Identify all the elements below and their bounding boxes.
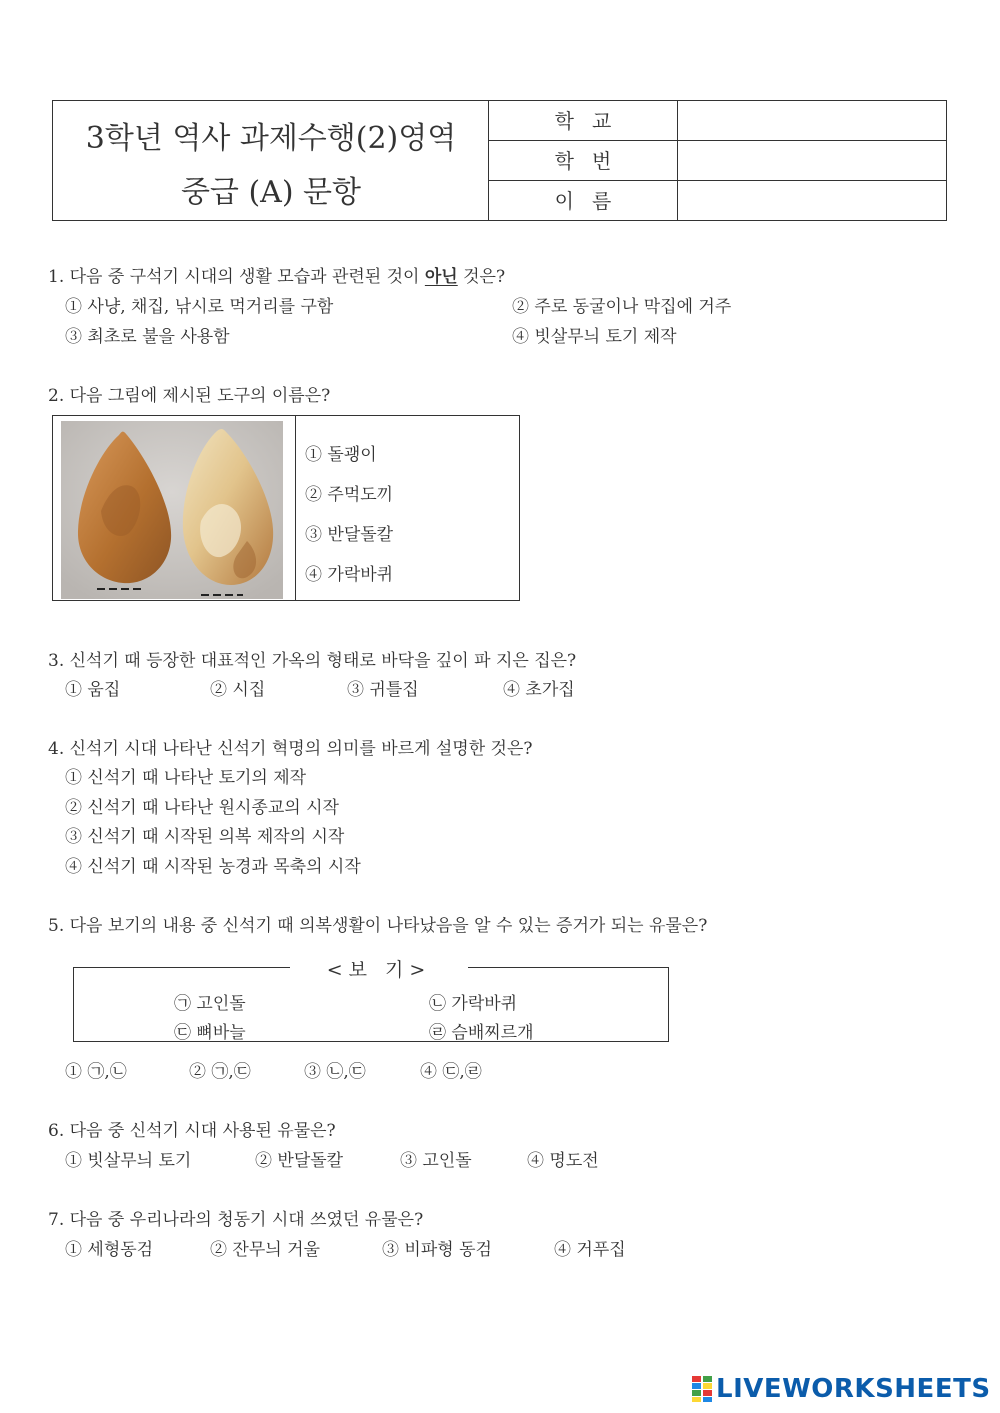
student-number-label: 학번 [489,141,678,181]
question-7: 7. 다음 중 우리나라의 청동기 시대 쓰였던 유물은? [48,1210,424,1230]
q6-option-1[interactable]: ① 빗살무늬 토기 [65,1151,192,1171]
bogi-item-4: ㉣ 슴배찌르개 [429,1023,534,1043]
q2-answer-box [52,415,520,601]
question-6: 6. 다음 중 신석기 시대 사용된 유물은? [48,1121,336,1141]
title-cell [53,101,489,220]
q5-option-4[interactable]: ④ ㉢,㉣ [420,1062,482,1082]
q3-option-1[interactable]: ① 움집 [65,680,121,700]
q1-option-2[interactable]: ② 주로 동굴이나 막집에 거주 [512,297,732,317]
school-field[interactable] [678,101,946,141]
question-1-suffix: 것은? [457,267,506,287]
name-field[interactable] [678,181,946,221]
bogi-item-1: ㉠ 고인돌 [174,994,246,1014]
q1-option-4[interactable]: ④ 빗살무늬 토기 제작 [512,327,677,347]
q2-option-4[interactable]: ④ 가락바퀴 [305,565,394,585]
q1-option-1[interactable]: ① 사냥, 채집, 낚시로 먹거리를 구함 [65,297,334,317]
q5-option-2[interactable]: ② ㉠,㉢ [189,1062,251,1082]
q7-option-3[interactable]: ③ 비파형 동검 [382,1240,492,1260]
question-4: 4. 신석기 시대 나타난 신석기 혁명의 의미를 바르게 설명한 것은? [48,739,533,759]
bogi-item-3: ㉢ 뼈바늘 [174,1023,246,1043]
q3-option-2[interactable]: ② 시집 [210,680,266,700]
q2-option-1[interactable]: ① 돌괭이 [305,445,377,465]
q5-option-1[interactable]: ① ㉠,㉡ [65,1062,127,1082]
question-3: 3. 신석기 때 등장한 대표적인 가옥의 형태로 바닥을 깊이 파 지은 집은? [48,651,577,671]
q5-option-3[interactable]: ③ ㉡,㉢ [304,1062,366,1082]
q2-divider [295,416,296,600]
liveworksheets-text: LIVEWORKSHEETS [716,1374,991,1404]
liveworksheets-brand[interactable] [692,1374,991,1404]
bogi-title: <보 기> [290,955,468,982]
question-1-emphasis: 아닌 [424,267,458,287]
q4-option-2[interactable]: ② 신석기 때 나타난 원시종교의 시작 [65,798,339,818]
q4-option-4[interactable]: ④ 신석기 때 시작된 농경과 목축의 시작 [65,857,361,877]
question-2: 2. 다음 그림에 제시된 도구의 이름은? [48,386,331,406]
q6-option-2[interactable]: ② 반달돌칼 [255,1151,344,1171]
worksheet-subtitle: 중급 (A) 문항 [180,175,362,210]
q6-option-4[interactable]: ④ 명도전 [527,1151,599,1171]
q1-option-3[interactable]: ③ 최초로 불을 사용함 [65,327,230,347]
question-1 [48,262,505,287]
q2-option-2[interactable]: ② 주먹도끼 [305,485,394,505]
q2-option-3[interactable]: ③ 반달돌칼 [305,525,394,545]
bogi-item-2: ㉡ 가락바퀴 [429,994,518,1014]
hand-axe-photo [61,421,283,599]
school-label: 학교 [489,101,678,141]
q7-option-4[interactable]: ④ 거푸집 [554,1240,626,1260]
q7-option-2[interactable]: ② 잔무늬 거울 [210,1240,320,1260]
liveworksheets-logo-icon [692,1376,712,1402]
header-table [52,100,947,221]
question-5: 5. 다음 보기의 내용 중 신석기 때 의복생활이 나타났음을 알 수 있는 증거가 되는 유물은? [48,916,708,936]
q4-option-3[interactable]: ③ 신석기 때 시작된 의복 제작의 시작 [65,827,345,847]
q3-option-4[interactable]: ④ 초가집 [503,680,575,700]
student-number-field[interactable] [678,141,946,181]
q3-option-3[interactable]: ③ 귀틀집 [347,680,419,700]
q4-option-1[interactable]: ① 신석기 때 나타난 토기의 제작 [65,768,307,788]
q6-option-3[interactable]: ③ 고인돌 [400,1151,472,1171]
question-1-prefix: 1. 다음 중 구석기 시대의 생활 모습과 관련된 것이 [48,267,425,287]
name-label: 이름 [489,181,678,221]
q7-option-1[interactable]: ① 세형동검 [65,1240,154,1260]
worksheet-title: 3학년 역사 과제수행(2)영역 [85,121,457,156]
